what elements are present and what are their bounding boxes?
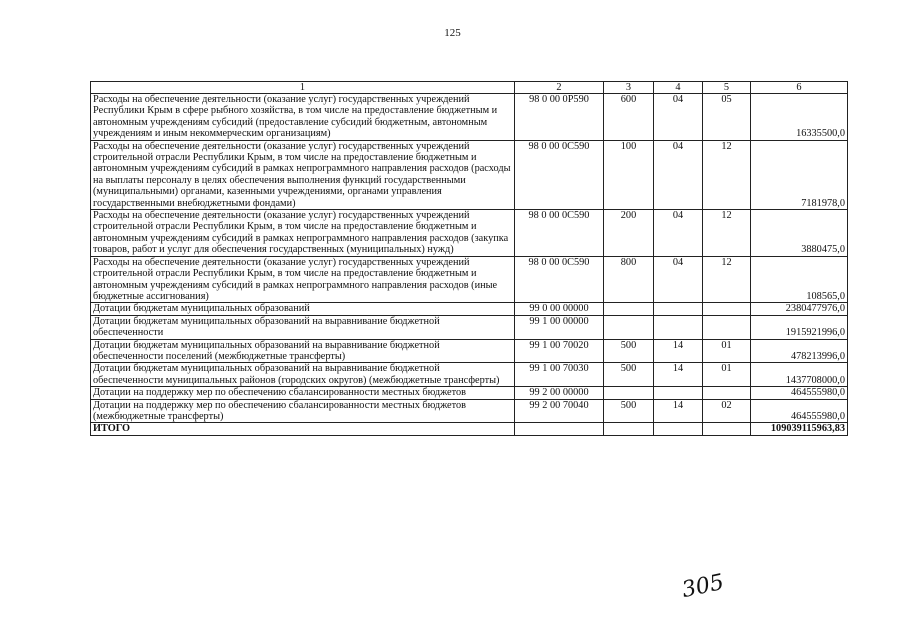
section-cell: 14 — [654, 339, 703, 363]
target-article-cell: 98 0 00 0С590 — [515, 140, 604, 209]
table-row — [91, 399, 848, 423]
amount-cell: 3880475,0 — [751, 210, 848, 257]
section-cell: 14 — [654, 399, 703, 423]
target-article-cell: 99 1 00 00000 — [515, 315, 604, 339]
expense-type-cell — [604, 315, 654, 339]
section-cell: 04 — [654, 256, 703, 303]
header-cell: 3 — [604, 82, 654, 94]
total-amount: 109039115963,83 — [751, 423, 848, 435]
empty-cell — [604, 423, 654, 435]
target-article-cell: 98 0 00 0С590 — [515, 210, 604, 257]
handwritten-page-number: 305 — [679, 569, 727, 604]
table-row — [91, 210, 848, 257]
header-cell: 1 — [91, 82, 515, 94]
expense-type-cell — [604, 303, 654, 315]
header-cell: 2 — [515, 82, 604, 94]
amount-cell: 2380477976,0 — [751, 303, 848, 315]
section-cell: 04 — [654, 94, 703, 141]
header-cell: 4 — [654, 82, 703, 94]
target-article-cell: 99 2 00 00000 — [515, 387, 604, 399]
expense-name-cell: Дотации бюджетам муниципальных образований на выравнивание бюджетной обеспеченности поселений (межбюджетные трансферты) — [91, 339, 515, 363]
target-article-cell: 99 1 00 70030 — [515, 363, 604, 387]
subsection-cell: 05 — [703, 94, 751, 141]
subsection-cell: 12 — [703, 256, 751, 303]
header-cell: 6 — [751, 82, 848, 94]
expense-type-cell: 100 — [604, 140, 654, 209]
empty-cell — [703, 423, 751, 435]
table-row — [91, 363, 848, 387]
target-article-cell: 98 0 00 0Р590 — [515, 94, 604, 141]
subsection-cell: 12 — [703, 140, 751, 209]
expense-type-cell: 800 — [604, 256, 654, 303]
table-row — [91, 303, 848, 315]
target-article-cell: 99 2 00 70040 — [515, 399, 604, 423]
expense-name-cell: Расходы на обеспечение деятельности (оказание услуг) государственных учреждений строительной отрасли Республики Крым, в том числе на предоставление бюджетным и автономным учреждениям субсидий в рамках непрограммного направления расходов (закупка товаров, работ и услуг для обеспечения государственных (муниципальных) нужд) — [91, 210, 515, 257]
expense-name-cell: Расходы на обеспечение деятельности (оказание услуг) государственных учреждений строительной отрасли Республики Крым, в том числе на предоставление бюджетным и автономным учреждениям субсидий в рамках непрограммного направления расходов (иные бюджетные ассигнования) — [91, 256, 515, 303]
subsection-cell — [703, 315, 751, 339]
table-header-row — [91, 82, 848, 94]
empty-cell — [654, 423, 703, 435]
section-cell: 04 — [654, 210, 703, 257]
expense-type-cell: 200 — [604, 210, 654, 257]
subsection-cell: 12 — [703, 210, 751, 257]
empty-cell — [515, 423, 604, 435]
expense-name-cell: Расходы на обеспечение деятельности (оказание услуг) государственных учреждений строительной отрасли Республики Крым, в том числе на предоставление бюджетным и автономным учреждениям субсидий в рамках непрограммного направления расходов (расходы на выплаты персоналу в целях обеспечения выполнения функций государственными (муниципальными) органами, казенными учреждениями, органами управления государственными внебюджетными фондами) — [91, 140, 515, 209]
target-article-cell: 99 1 00 70020 — [515, 339, 604, 363]
table-row — [91, 256, 848, 303]
amount-cell: 1437708000,0 — [751, 363, 848, 387]
expense-type-cell — [604, 387, 654, 399]
header-cell: 5 — [703, 82, 751, 94]
subsection-cell: 01 — [703, 339, 751, 363]
amount-cell: 7181978,0 — [751, 140, 848, 209]
section-cell — [654, 315, 703, 339]
amount-cell: 464555980,0 — [751, 387, 848, 399]
amount-cell: 478213996,0 — [751, 339, 848, 363]
table-row — [91, 315, 848, 339]
total-row — [91, 423, 848, 435]
total-label: ИТОГО — [91, 423, 515, 435]
expense-name-cell: Дотации на поддержку мер по обеспечению сбалансированности местных бюджетов (межбюджетные трансферты) — [91, 399, 515, 423]
subsection-cell: 02 — [703, 399, 751, 423]
table-row — [91, 94, 848, 141]
section-cell: 14 — [654, 363, 703, 387]
target-article-cell: 98 0 00 0С590 — [515, 256, 604, 303]
section-cell: 04 — [654, 140, 703, 209]
subsection-cell: 01 — [703, 363, 751, 387]
expense-type-cell: 500 — [604, 399, 654, 423]
section-cell — [654, 303, 703, 315]
amount-cell: 1915921996,0 — [751, 315, 848, 339]
section-cell — [654, 387, 703, 399]
amount-cell: 108565,0 — [751, 256, 848, 303]
expense-name-cell: Дотации бюджетам муниципальных образований на выравнивание бюджетной обеспеченности муниципальных районов (городских округов) (межбюджетные трансферты) — [91, 363, 515, 387]
target-article-cell: 99 0 00 00000 — [515, 303, 604, 315]
expense-type-cell: 600 — [604, 94, 654, 141]
page-number: 125 — [444, 27, 461, 39]
expense-name-cell: Дотации бюджетам муниципальных образований на выравнивание бюджетной обеспеченности — [91, 315, 515, 339]
amount-cell: 464555980,0 — [751, 399, 848, 423]
expense-type-cell: 500 — [604, 339, 654, 363]
expense-name-cell: Расходы на обеспечение деятельности (оказание услуг) государственных учреждений Республики Крым в сфере рыбного хозяйства, в том числе на предоставление бюджетным и автономным учреждениям субсидий (предоставление субсидий бюджетным, автономным учреждениям и иным некоммерческим организациям) — [91, 94, 515, 141]
amount-cell: 16335500,0 — [751, 94, 848, 141]
table-row — [91, 387, 848, 399]
subsection-cell — [703, 387, 751, 399]
subsection-cell — [703, 303, 751, 315]
table-row — [91, 140, 848, 209]
budget-table — [90, 81, 848, 436]
table-row — [91, 339, 848, 363]
expense-name-cell: Дотации бюджетам муниципальных образований — [91, 303, 515, 315]
expense-name-cell: Дотации на поддержку мер по обеспечению сбалансированности местных бюджетов — [91, 387, 515, 399]
expense-type-cell: 500 — [604, 363, 654, 387]
